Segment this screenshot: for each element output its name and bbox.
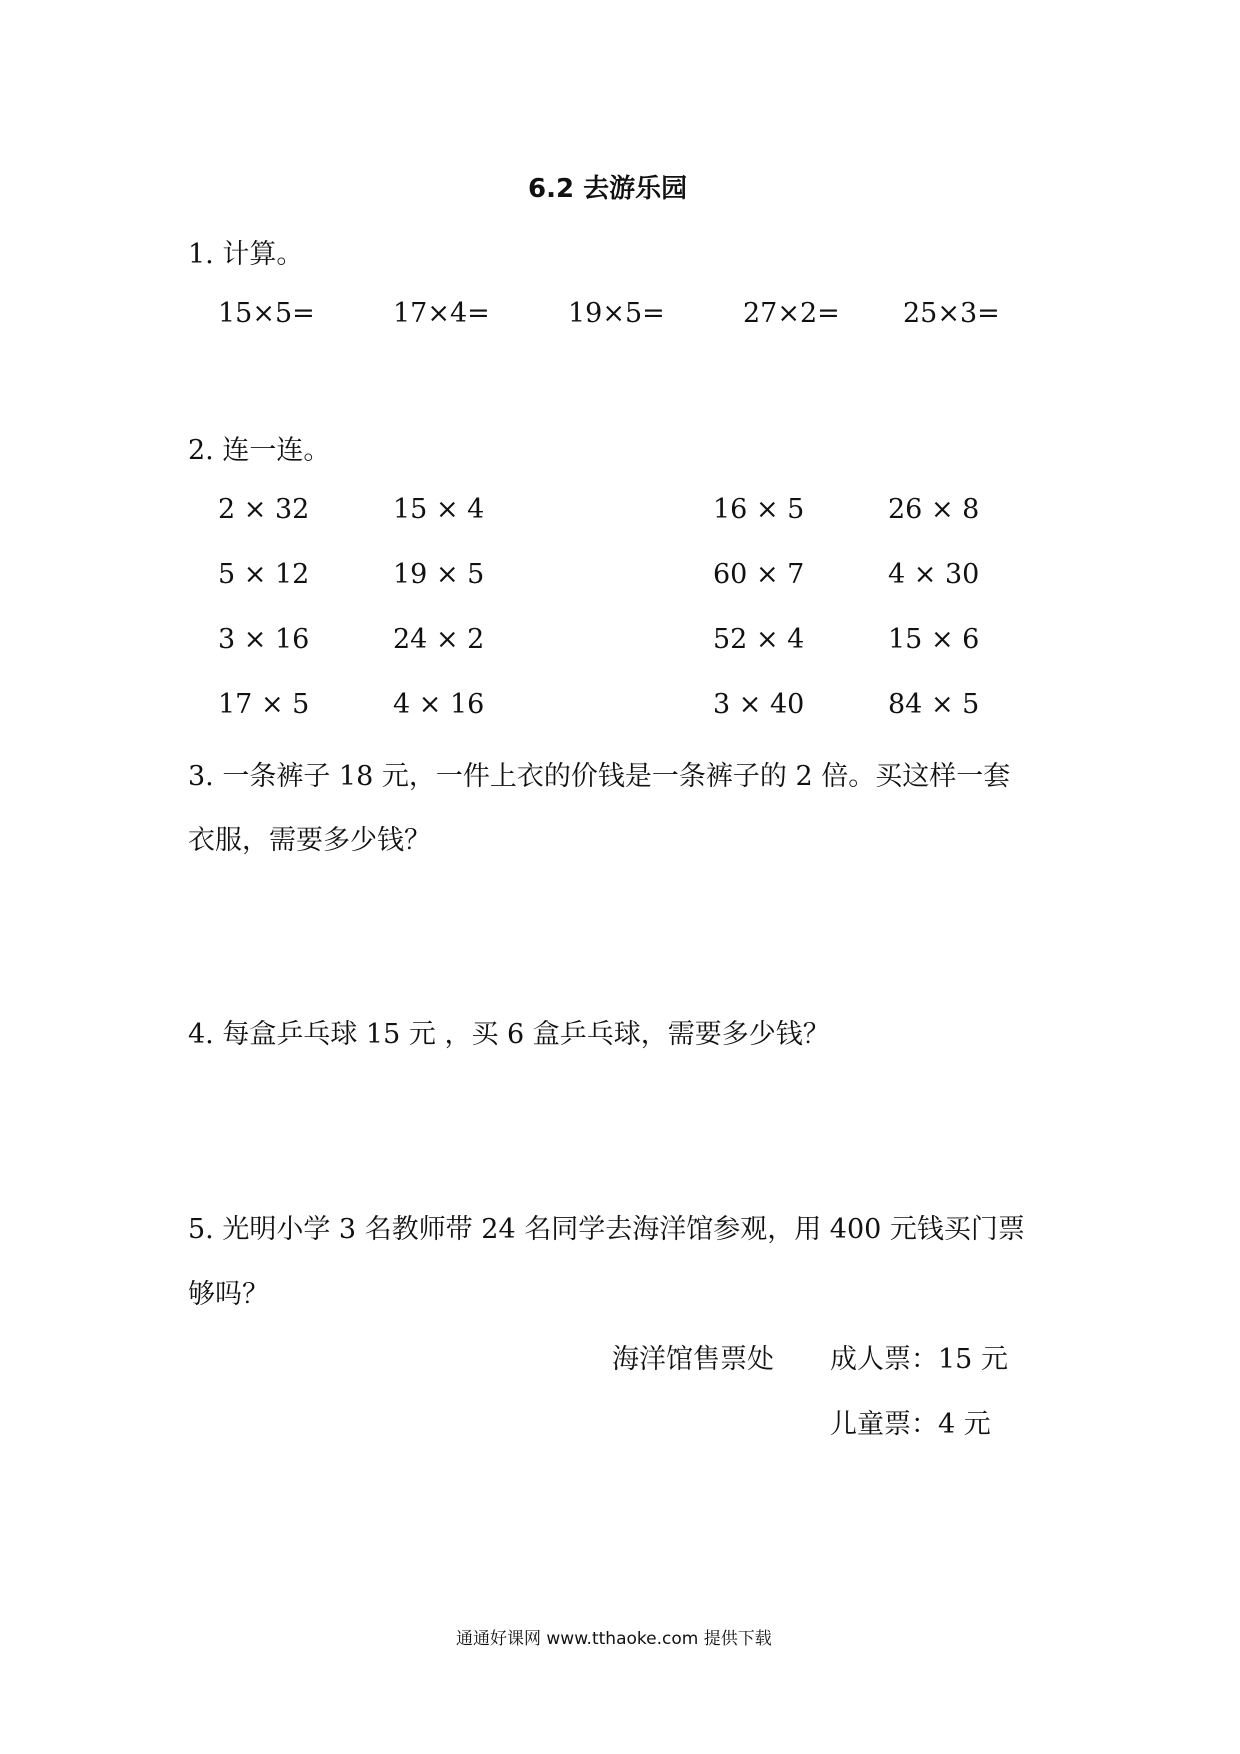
q2-cell: 2 × 32 — [218, 494, 310, 525]
q1-item-5: 25×3= — [903, 298, 1000, 329]
q2-cell: 17 × 5 — [218, 689, 310, 720]
q2-cell: 26 × 8 — [888, 494, 980, 525]
q2-cell: 15 × 4 — [393, 494, 485, 525]
q2-cell: 16 × 5 — [713, 494, 805, 525]
question-3-line-1: 3. 一条裤子 18 元，一件上衣的价钱是一条裤子的 2 倍。买这样一套 — [188, 761, 1011, 792]
q2-cell: 15 × 6 — [888, 624, 980, 655]
q1-item-1: 15×5= — [218, 298, 315, 329]
q2-cell: 5 × 12 — [218, 559, 310, 590]
q2-cell: 52 × 4 — [713, 624, 805, 655]
q1-item-4: 27×2= — [743, 298, 840, 329]
question-5-line-1: 5. 光明小学 3 名教师带 24 名同学去海洋馆参观，用 400 元钱买门票 — [188, 1214, 1025, 1245]
q2-cell: 24 × 2 — [393, 624, 485, 655]
adult-ticket-price: 成人票：15 元 — [830, 1344, 1008, 1375]
question-2-label: 2. 连一连。 — [188, 435, 331, 466]
q2-cell: 4 × 30 — [888, 559, 980, 590]
q2-cell: 3 × 16 — [218, 624, 310, 655]
q1-item-2: 17×4= — [393, 298, 490, 329]
question-5-line-2: 够吗？ — [188, 1279, 269, 1310]
ticket-office-label: 海洋馆售票处 — [612, 1344, 774, 1375]
q2-cell: 60 × 7 — [713, 559, 805, 590]
child-ticket-price: 儿童票：4 元 — [830, 1409, 991, 1440]
page-title: 6.2 去游乐园 — [528, 174, 688, 204]
question-1-label: 1. 计算。 — [188, 239, 304, 270]
question-4-line-1: 4. 每盒乒乓球 15 元 ，买 6 盒乒乓球，需要多少钱？ — [188, 1019, 830, 1050]
q1-item-3: 19×5= — [568, 298, 665, 329]
q2-cell: 4 × 16 — [393, 689, 485, 720]
q2-cell: 3 × 40 — [713, 689, 805, 720]
q2-cell: 84 × 5 — [888, 689, 980, 720]
q2-cell: 19 × 5 — [393, 559, 485, 590]
question-3-line-2: 衣服，需要多少钱？ — [188, 825, 431, 856]
footer-credit: 通通好课网 www.tthaoke.com 提供下载 — [456, 1629, 772, 1649]
